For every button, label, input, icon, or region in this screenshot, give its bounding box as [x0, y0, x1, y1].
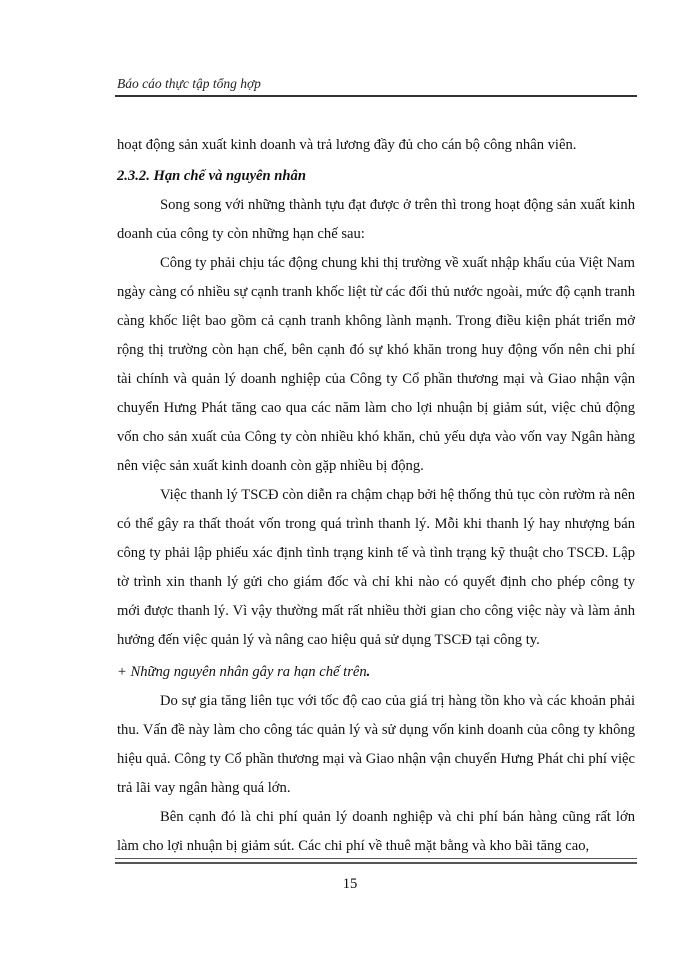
cause-paragraph: Do sự gia tăng liên tục với tốc độ cao của giá trị hàng tồn kho và các khoản phải thu. Vấn đề này làm cho công tác quản lý và sử dụng vốn kinh doanh của công ty không hiệu quả. Công ty Cổ phần thương mại và Giao nhận vận chuyển Hưng Phát chi phí việc trả lãi vay ngân hàng quá lớn.	[117, 693, 635, 796]
causes-label: + Những nguyên nhân gây ra hạn chế trên	[117, 664, 367, 680]
causes-period: .	[366, 664, 371, 680]
causes-subheading	[117, 658, 635, 687]
running-header: Báo cáo thực tập tổng hợp	[117, 76, 261, 91]
footer-divider	[115, 858, 637, 864]
page-number: 15	[342, 876, 358, 892]
header-divider	[115, 95, 637, 97]
document-body	[117, 131, 635, 861]
cause-paragraph: Bên cạnh đó là chi phí quản lý doanh nghiệp và chi phí bán hàng cũng rất lớn làm cho lợi nhuận bị giảm sút. Các chi phí về thuê mặt bằng và kho bãi tăng cao,	[117, 809, 635, 854]
intro-line: hoạt động sản xuất kinh doanh và trả lương đầy đủ cho cán bộ công nhân viên.	[117, 137, 577, 153]
body-paragraph: Song song với những thành tựu đạt được ở trên thì trong hoạt động sản xuất kinh doanh của công ty còn những hạn chế sau:	[117, 197, 635, 242]
body-paragraph: Việc thanh lý TSCĐ còn diễn ra chậm chạp bởi hệ thống thủ tục còn rườm rà nên có thể gây ra thất thoát vốn trong quá trình thanh lý. Mỗi khi thanh lý hay nhượng bán công ty phải lập phiếu xác định tình trạng kinh tế và tình trạng kỹ thuật cho TSCĐ. Lập tờ trình xin thanh lý gửi cho giám đốc và chỉ khi nào có quyết định cho phép công ty mới được thanh lý. Vì vậy thường mất rất nhiều thời gian cho công việc này và làm ảnh hưởng đến việc quản lý và nâng cao hiệu quả sử dụng TSCĐ tại công ty.	[117, 487, 635, 648]
body-paragraph: Công ty phải chịu tác động chung khi thị trường về xuất nhập khẩu của Việt Nam ngày càng có nhiều sự cạnh tranh khốc liệt từ các đối thủ nước ngoài, mức độ cạnh tranh càng khốc liệt bao gồm cả cạnh tranh không lành mạnh. Trong điều kiện phát triển mở rộng thị trường còn hạn chế, bên cạnh đó sự khó khăn trong huy động vốn nên chi phí tài chính và quản lý doanh nghiệp của Công ty Cổ phần thương mại và Giao nhận vận chuyển Hưng Phát tăng cao qua các năm làm cho lợi nhuận bị giảm sút, việc chủ động vốn cho sản xuất của Công ty còn nhiều khó khăn, chủ yếu dựa vào vốn vay Ngân hàng nên việc sản xuất kinh doanh còn gặp nhiều bị động.	[117, 255, 635, 474]
section-heading: 2.3.2. Hạn chế và nguyên nhân	[117, 168, 306, 184]
